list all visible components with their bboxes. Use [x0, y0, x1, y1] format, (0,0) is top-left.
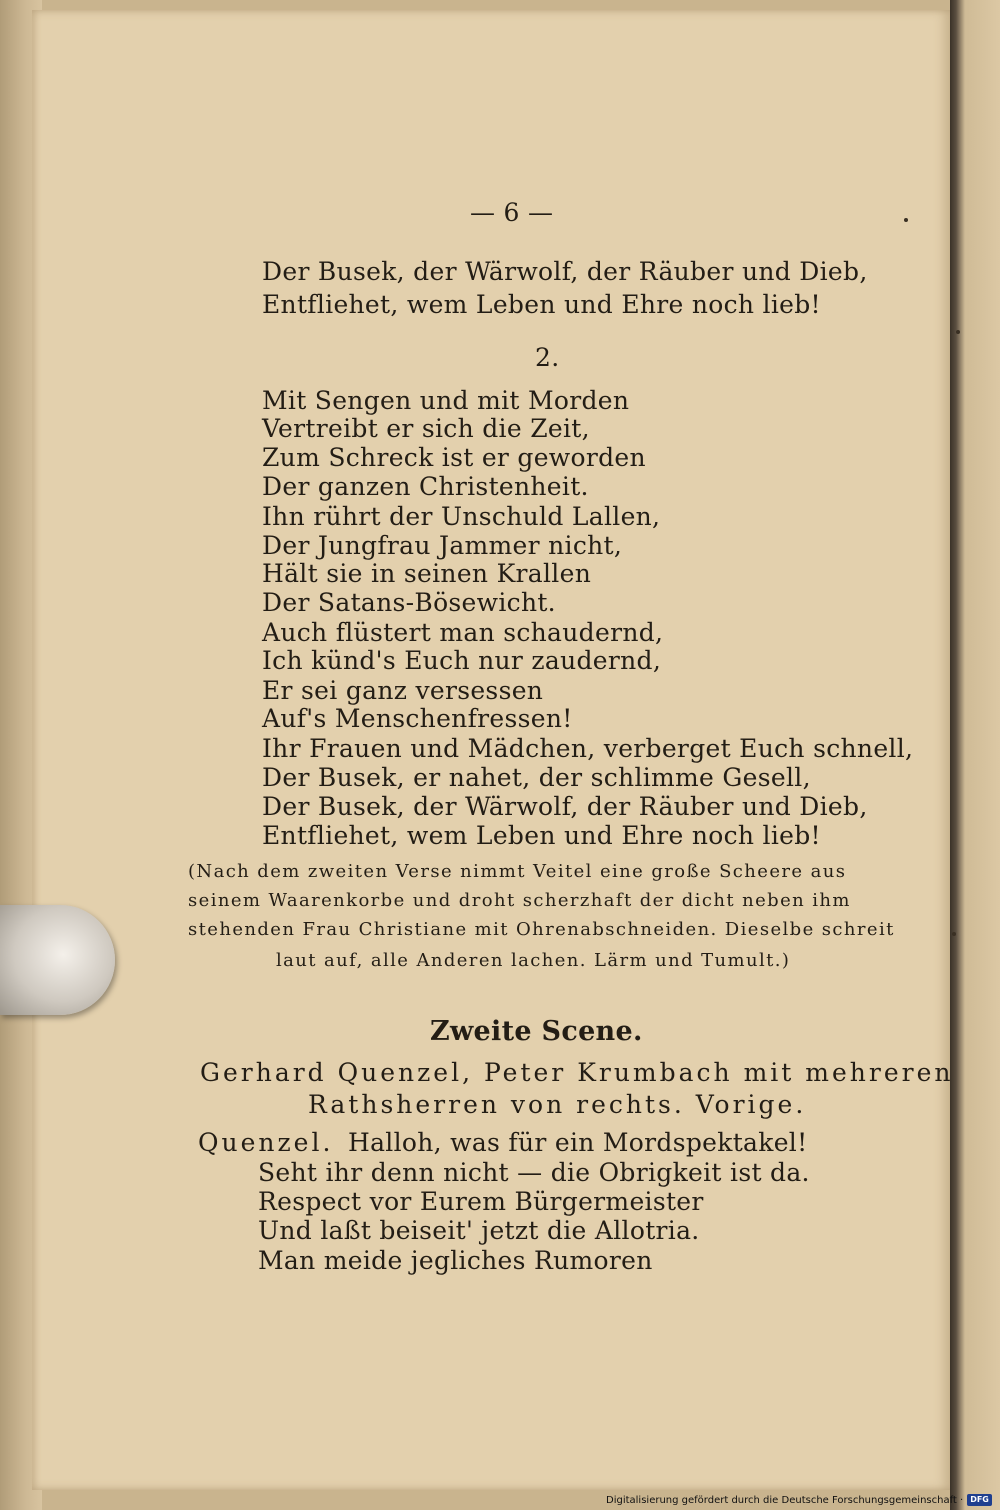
- cast-line: Rathsherren von rechts. Vorige.: [308, 1090, 807, 1119]
- verse-line: Vertreibt er sich die Zeit,: [262, 414, 590, 443]
- page-holder-clip: [0, 905, 115, 1015]
- speech-line: Und laßt beiseit' jetzt die Allotria.: [258, 1216, 700, 1245]
- credit-text: Digitalisierung gefördert durch die Deutsche Forschungsgemeinschaft ·: [606, 1494, 964, 1506]
- speaker-name: Quenzel.: [198, 1128, 334, 1157]
- speech-line: Seht ihr denn nicht — die Obrigkeit ist da.: [258, 1158, 810, 1187]
- book-spine-edge: [950, 0, 1000, 1510]
- speck: [904, 218, 908, 222]
- stage-direction-line: (Nach dem zweiten Verse nimmt Veitel eine große Scheere aus: [188, 861, 847, 882]
- verse-line: Auch flüstert man schaudernd,: [262, 618, 664, 647]
- digitization-credit: [606, 1492, 992, 1508]
- speck: [952, 932, 956, 936]
- verse-line: Er sei ganz versessen: [262, 676, 544, 705]
- verse-line: Ihr Frauen und Mädchen, verberget Euch schnell,: [262, 734, 914, 763]
- stage-direction-line: stehenden Frau Christiane mit Ohrenabschneiden. Dieselbe schreit: [188, 919, 895, 940]
- verse-line: Der Jungfrau Jammer nicht,: [262, 531, 623, 560]
- speech-line: Halloh, was für ein Mordspektakel!: [348, 1128, 808, 1157]
- cast-line: Gerhard Quenzel, Peter Krumbach mit mehreren: [200, 1058, 954, 1087]
- verse-line: Ihn rührt der Unschuld Lallen,: [262, 502, 661, 531]
- page-number: — 6 —: [470, 198, 554, 227]
- verse-line: Der ganzen Christenheit.: [262, 472, 589, 501]
- verse-line: Hält sie in seinen Krallen: [262, 559, 592, 588]
- speck: [956, 330, 960, 334]
- verse-line: Der Busek, der Wärwolf, der Räuber und Dieb,: [262, 792, 868, 821]
- stage-direction-line: seinem Waarenkorbe und droht scherzhaft der dicht neben ihm: [188, 890, 851, 911]
- verse-line: Der Satans-Bösewicht.: [262, 588, 556, 617]
- scene-title: Zweite Scene.: [430, 1016, 643, 1047]
- verse-line: Der Busek, der Wärwolf, der Räuber und Dieb,: [262, 257, 868, 286]
- verse-number: 2.: [535, 343, 560, 372]
- verse-line: Auf's Menschenfressen!: [262, 704, 573, 733]
- verse-line: Entfliehet, wem Leben und Ehre noch lieb!: [262, 290, 821, 319]
- speech-line: Respect vor Eurem Bürgermeister: [258, 1187, 704, 1216]
- stage-direction-line: laut auf, alle Anderen lachen. Lärm und Tumult.): [276, 950, 791, 971]
- verse-line: Entfliehet, wem Leben und Ehre noch lieb!: [262, 821, 821, 850]
- verse-line: Zum Schreck ist er geworden: [262, 443, 646, 472]
- dfg-logo: DFG: [967, 1494, 992, 1506]
- verse-line: Der Busek, er nahet, der schlimme Gesell,: [262, 763, 811, 792]
- verse-line: Ich künd's Euch nur zaudernd,: [262, 646, 662, 675]
- speech-line: Man meide jegliches Rumoren: [258, 1246, 653, 1275]
- verse-line: Mit Sengen und mit Morden: [262, 386, 630, 415]
